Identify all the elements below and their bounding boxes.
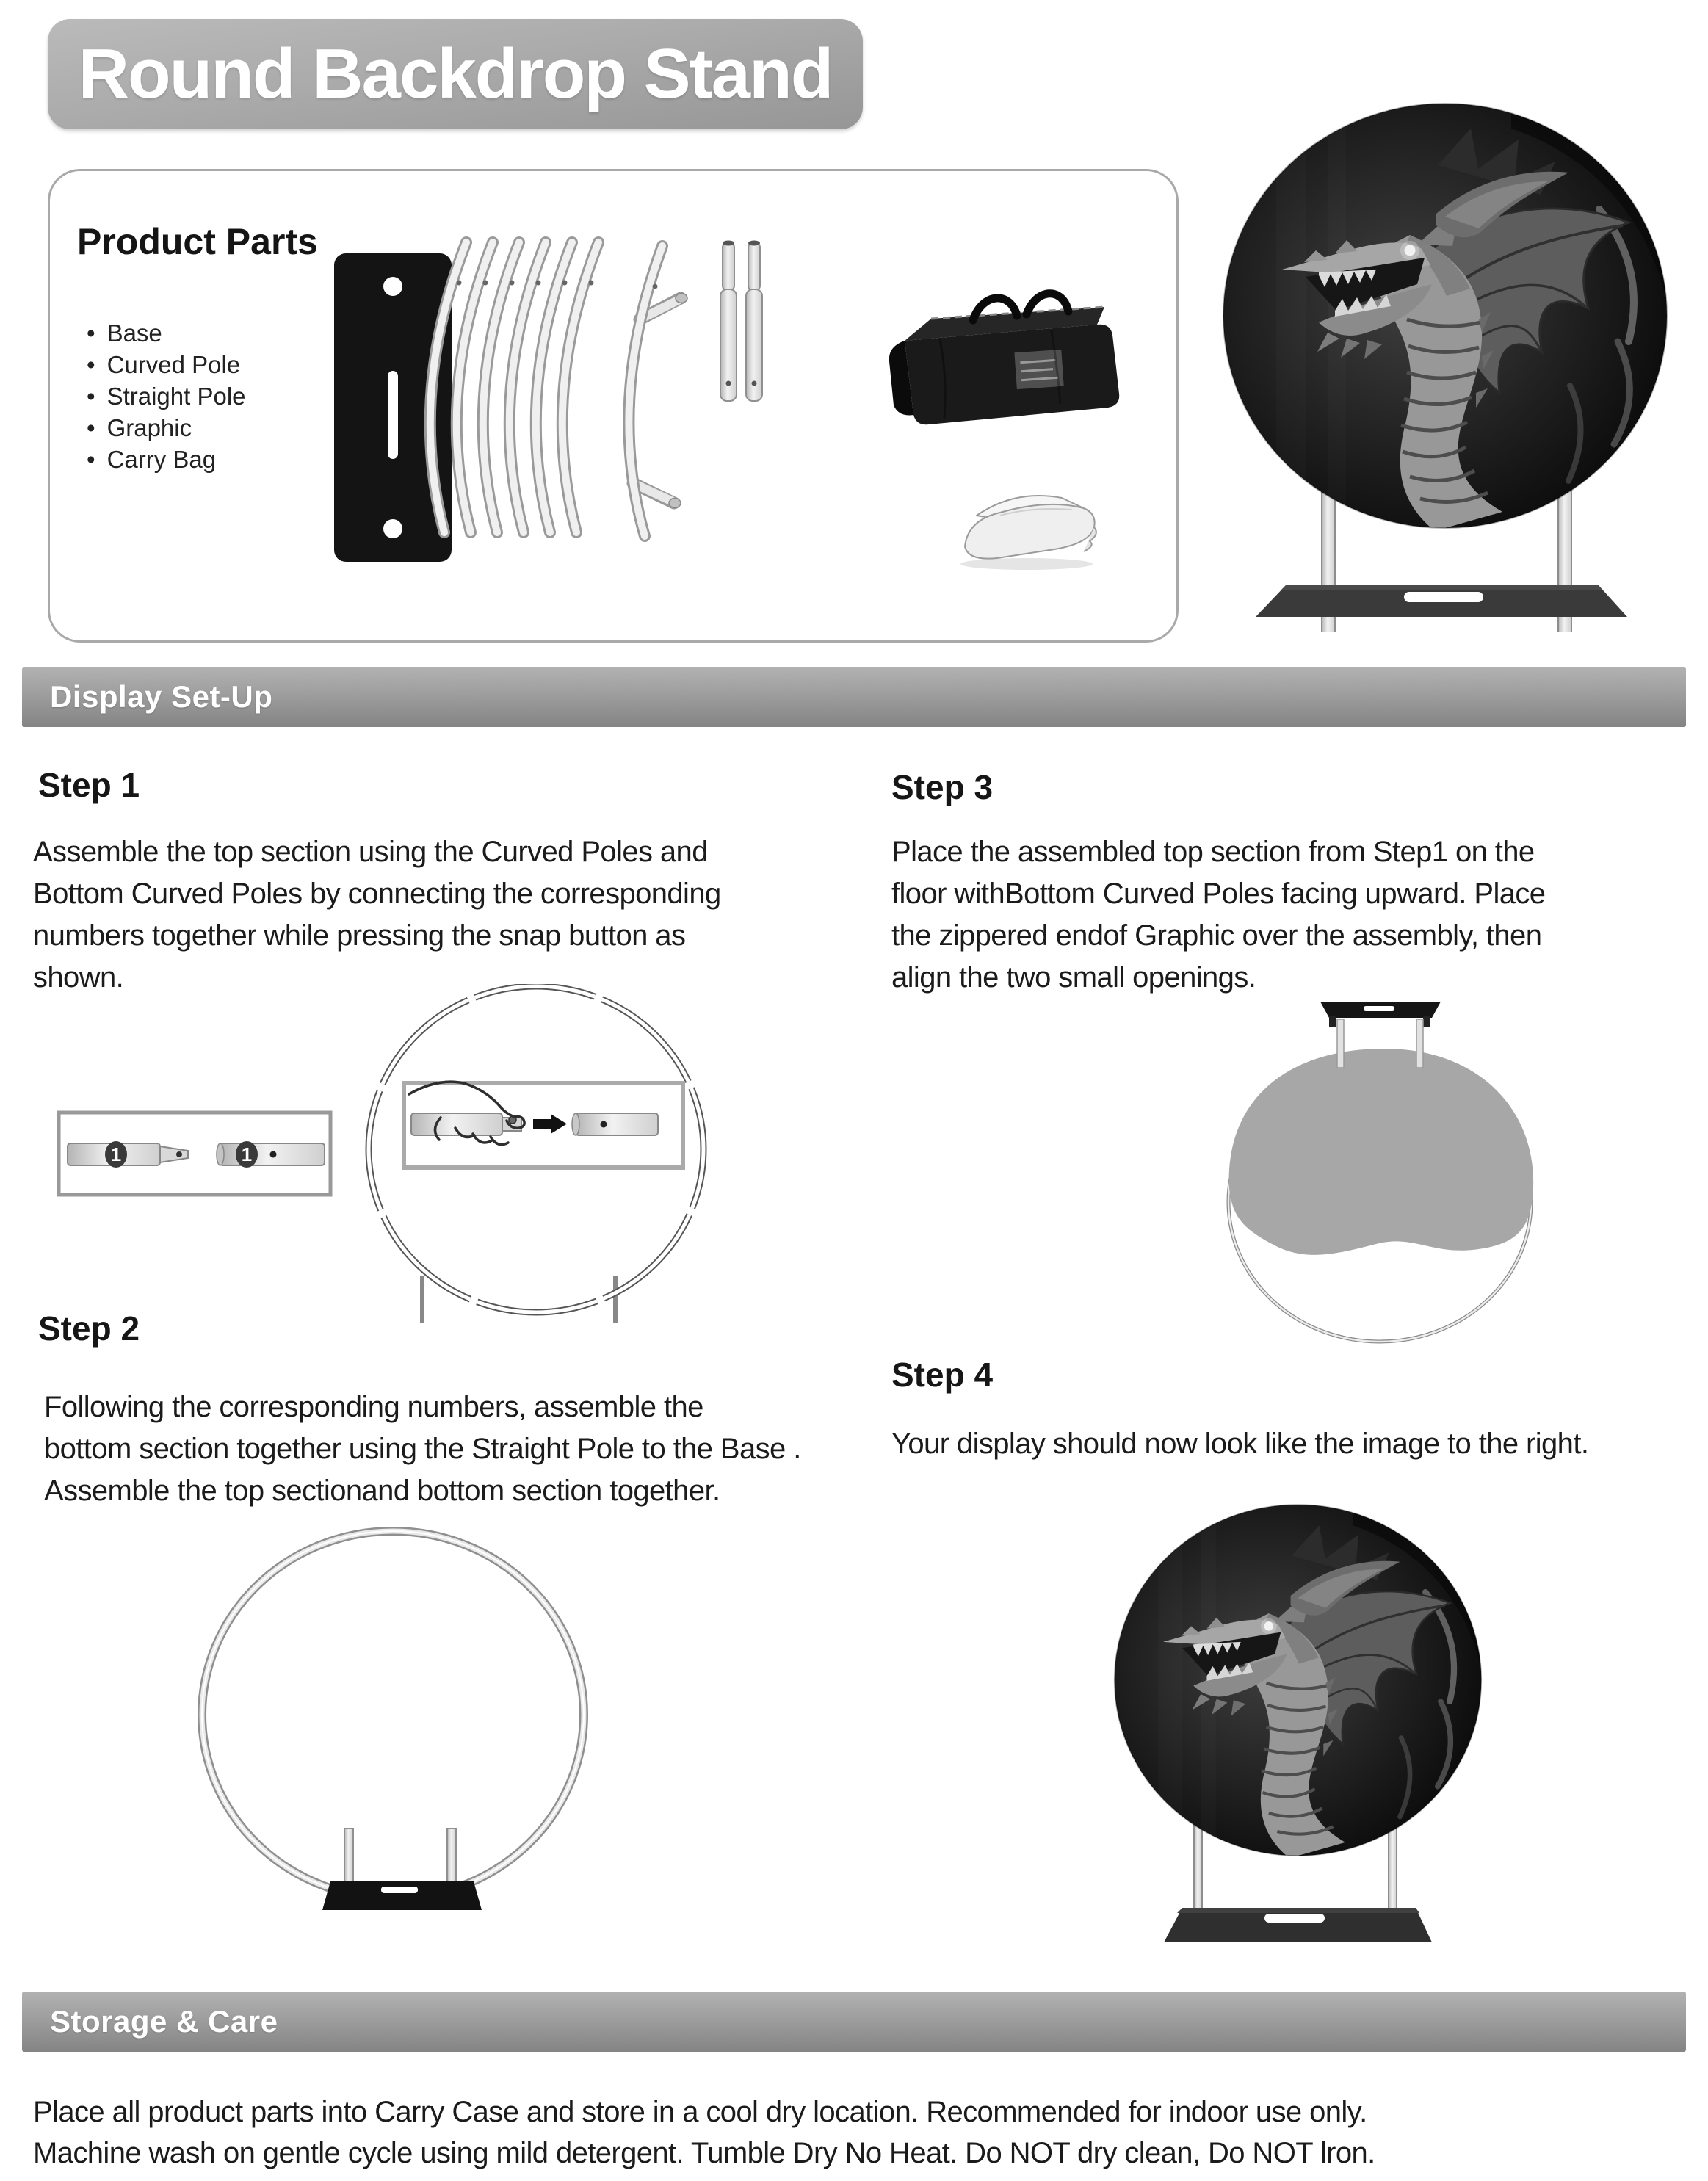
setup-banner <box>22 667 1686 727</box>
product-parts-heading: Product Parts <box>77 221 318 262</box>
pole-number-label: 1 <box>110 1143 122 1165</box>
step-2-heading: Step 2 <box>38 1309 140 1348</box>
product-parts-illustration <box>316 184 1168 624</box>
stand-base <box>1256 585 1627 617</box>
setup-banner-label: Display Set-Up <box>50 679 273 714</box>
step-1-heading: Step 1 <box>38 766 140 804</box>
stand-base <box>322 1881 482 1910</box>
dragon-graphic <box>1217 99 1673 532</box>
step-2-diagram <box>187 1513 613 1924</box>
pole-number-label: 1 <box>241 1143 253 1165</box>
graphic-fabric-illustration <box>960 496 1096 570</box>
bottom-curved-pole-illustration <box>629 246 687 536</box>
page-title-banner <box>48 19 863 129</box>
step-3-text: Place the assembled top section from Step1 on the floor withBottom Curved Poles facing upward. Place the zippered endof Graphic over the assembly, then align the two small openings. <box>891 836 1546 994</box>
part-item-carry-bag: • Carry Bag <box>87 444 246 475</box>
straight-poles-illustration <box>720 241 762 402</box>
stand-pole-left <box>1337 1019 1344 1068</box>
storage-banner-label: Storage & Care <box>50 2004 278 2039</box>
step-1-diagram <box>44 984 720 1329</box>
part-item-graphic: • Graphic <box>87 412 246 444</box>
step-3-heading: Step 3 <box>891 768 994 806</box>
stand-base <box>1164 1908 1432 1942</box>
step-1-text: Assemble the top section using the Curved Poles and Bottom Curved Poles by connecting the corresponding numbers together while pressing the snap button as shown. <box>33 836 721 994</box>
snap-button-detail-box <box>404 1082 683 1168</box>
curved-poles-illustration <box>430 242 598 532</box>
stand-pole-left <box>344 1829 353 1886</box>
graphic-cover-illustration <box>1229 1049 1533 1255</box>
stand-pole-right <box>447 1829 456 1886</box>
storage-banner <box>22 1992 1686 2052</box>
carry-bag-illustration <box>889 294 1119 425</box>
page-title: Round Backdrop Stand <box>78 35 833 113</box>
step-4-diagram <box>1105 1498 1502 1953</box>
step-4-text: Your display should now look like the image to the right. <box>891 1428 1589 1460</box>
step-4-heading: Step 4 <box>891 1356 994 1394</box>
assembled-display-illustration <box>1204 88 1708 632</box>
part-item-straight-pole: • Straight Pole <box>87 380 246 412</box>
step-3-diagram <box>1197 991 1564 1359</box>
storage-care-text: Place all product parts into Carry Case and store in a cool dry location. Recommended for indoor use only. Machine wash on gentle cycle using mild detergent. Tumble Dry No Heat. Do NOT dry clean, Do NOT lron. <box>33 2096 1375 2169</box>
part-item-curved-pole: • Curved Pole <box>87 349 246 380</box>
step-2-text: Following the corresponding numbers, assemble the bottom section together using the Straight Pole to the Base . Assemble the top sectionand bottom section together. <box>44 1391 801 1507</box>
stand-pole-right <box>1416 1019 1423 1068</box>
assembled-ring <box>202 1531 584 1898</box>
product-parts-list <box>87 317 246 475</box>
dragon-graphic <box>1110 1501 1486 1859</box>
pole-joint-detail-box <box>59 1113 330 1195</box>
part-item-base: • Base <box>87 317 246 349</box>
stand-pole-left <box>1194 1814 1202 1924</box>
